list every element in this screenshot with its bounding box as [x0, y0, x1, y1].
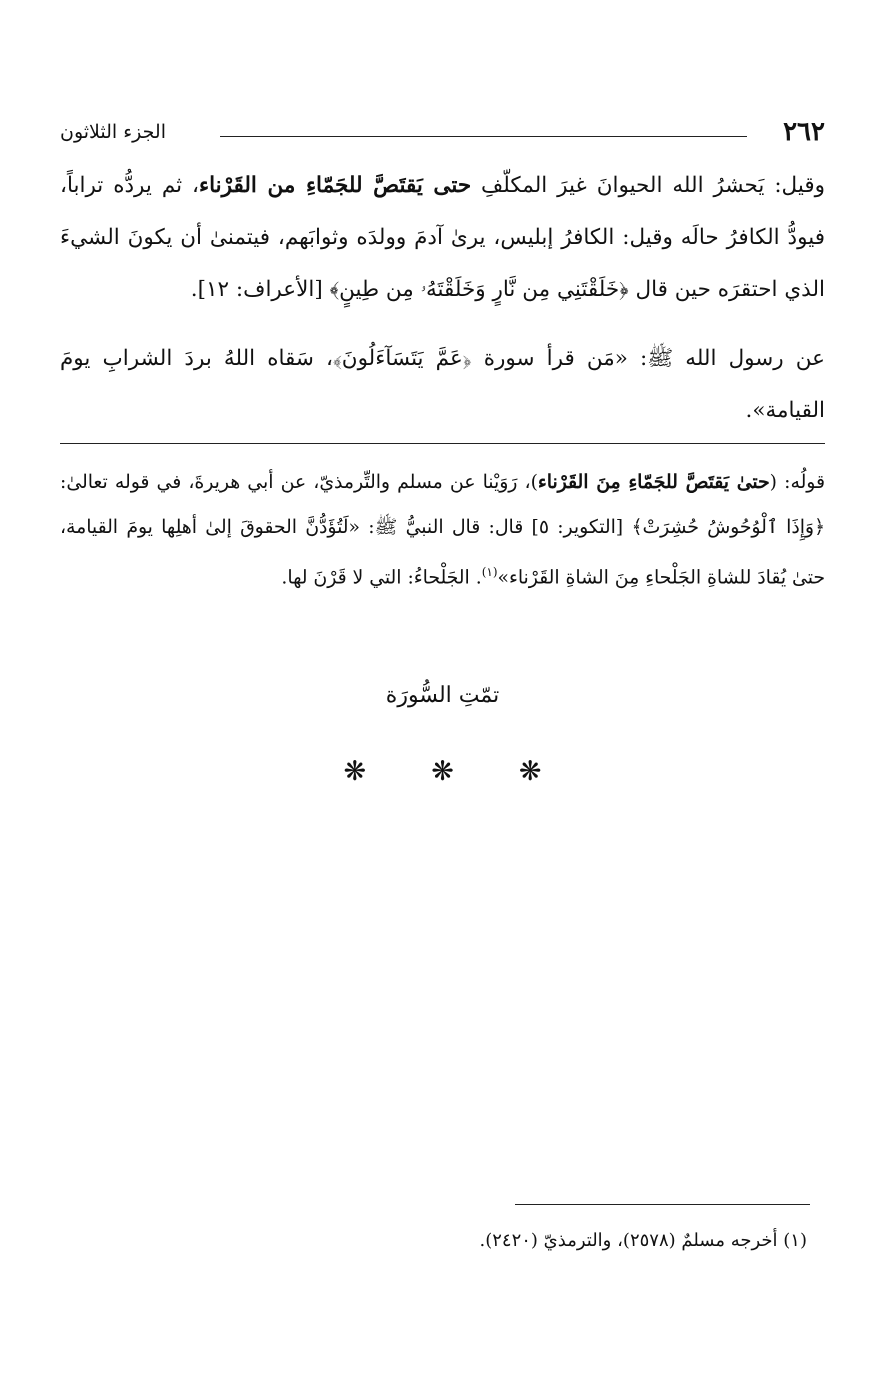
page-number: ٢٦٢ — [783, 117, 825, 147]
star-ornament-icon: ❋ — [343, 756, 367, 787]
footnote-rule — [515, 1204, 810, 1205]
hadith-paragraph: عن رسول الله ﷺ: «مَن قرأ سورة ﴿عَمَّ يَتَسَآءَلُونَ﴾، سَقاه اللهُ بردَ الشرابِ يومَ القيامة». — [60, 346, 825, 423]
footnote-reference[interactable]: (١) — [481, 565, 498, 579]
commentary-start: قولُه: ( — [769, 472, 825, 493]
commentary-body: )، رَوَيْنا عن مسلم والتِّرمذيّ، عن أبي هريرةَ، في قوله تعالىٰ: ﴿وَإِذَا ٱلْوُحُوشُ حُشِرَتْ﴾ [التكوير: ٥] قال: قال النبيُّ ﷺ: «لَتُؤَدُّنَّ الحقوقَ إلىٰ أهلِها يومَ القيامة، حتىٰ يُقادَ للشاةِ الجَلْحاءِ مِنَ الشاةِ القَرْناء» — [60, 472, 826, 589]
star-ornament — [0, 752, 885, 792]
page-header — [60, 112, 825, 152]
main-paragraph-1-start: وقيل: يَحشرُ الله الحيوانَ غيرَ المكلّفِ — [471, 173, 825, 198]
star-ornament-icon: ❋ — [431, 756, 454, 787]
header-rule — [220, 136, 747, 137]
commentary-end: . الجَلْحاءُ: التي لا قَرْنَ لها. — [281, 567, 482, 589]
surah-end-label: تمّتِ السُّورَة — [385, 683, 500, 708]
running-title: الجزء الثلاثون — [60, 121, 166, 143]
commentary-paragraph — [60, 460, 825, 600]
main-paragraph-1 — [60, 160, 825, 316]
commentary-bold-quote: حتىٰ يَقتَصَّ للجَمّاءِ مِنَ القَرْناء — [537, 471, 770, 493]
footnote-1: (١) أخرجه مسلمٌ (٢٥٧٨)، والترمذيّ (٢٤٢٠). — [479, 1230, 807, 1251]
commentary-separator — [60, 443, 825, 444]
main-paragraph-1-end: ، ثم يردُّه تراباً، فيودُّ الكافرُ حالَه وقيل: الكافرُ إبليس، يرىٰ آدمَ وولدَه وثوابَهم، فيتمنىٰ أن يكونَ الشيءَ الذي احتقرَه حين قال ﴿خَلَقْتَنِي مِن نَّارٍ وَخَلَقْتَهُۥ مِن طِينٍ﴾ [الأعراف: ١٢]. — [60, 173, 825, 302]
star-ornament-icon: ❋ — [518, 756, 542, 787]
main-paragraph-1-bold: حتى يَقتَصَّ للجَمّاءِ من القَرْناء — [199, 173, 472, 198]
